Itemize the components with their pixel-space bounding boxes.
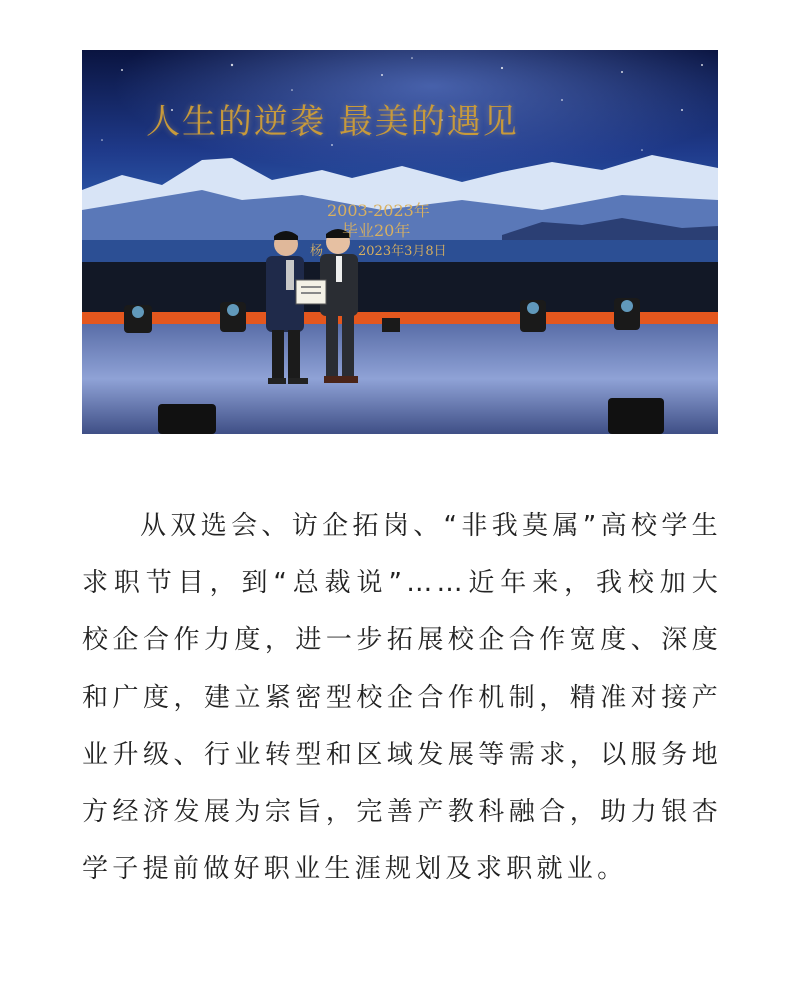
banner-name: 杨 [310,244,324,259]
banner-graduation: 毕业20年 [342,221,411,240]
banner-date: 2023年3月8日 [358,244,447,259]
certificate-icon [296,280,326,304]
event-photo [82,50,718,434]
banner-title: 人生的逆袭 最美的遇见 [146,102,519,142]
article-paragraph: 从双选会、访企拓岗、“非我莫属”高校学生求职节目，到“总裁说”……近年来，我校加大校企合作力度，进一步拓展校企合作宽度、深度和广度，建立紧密型校企合作机制，精准对接产业升级、行业转型和区域发展等需求，以服务地方经济发展为宗旨，完善产教科融合，助力银杏学子提前做好职业生涯规划及求职就业。 [82,511,722,885]
banner-years: 2003-2023年 [327,201,430,220]
